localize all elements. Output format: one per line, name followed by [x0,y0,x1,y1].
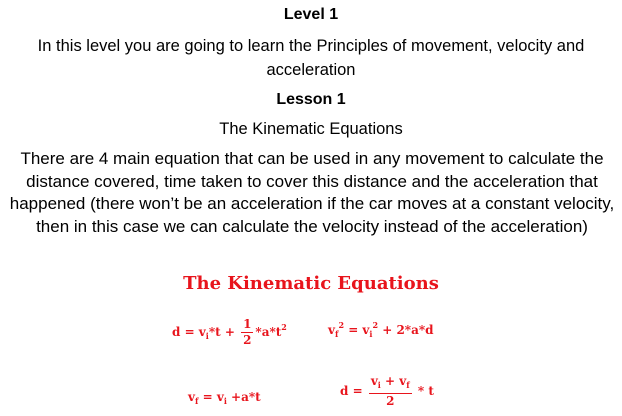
eq1-mid: *t + [208,325,240,339]
eq4-tail: * t [413,384,434,398]
eq3-v: v [188,390,195,404]
equation-velocity-squared [328,318,434,341]
eq3-eq: = v [198,390,224,404]
eq4-num-v1: v [370,374,378,388]
eq1-frac-num: 1 [243,317,252,331]
eq1-fraction [241,318,253,347]
eq2-sub-i: i [369,329,373,339]
level-title: Level 1 [283,6,339,23]
eq4-num-sub-f: f [406,380,410,390]
eq1-tail: *a*t [255,325,282,339]
eq3-sub-f: f [194,396,199,406]
eq2-sub-f: f [334,329,339,339]
equations-heading: The Kinematic Equations [183,273,439,294]
lesson-paragraph: There are 4 main equation that can be used in any movement to calculate the distance covered, time taken to cover this distance and the acceleration that happened (there won’t be an acceleration if the car moves at a constant velocity, then in this case we can calculate the velocity instead of the acceleration) [9,149,615,236]
eq1-sub-i: i [205,331,209,341]
level-intro: In this level you are going to learn the Principles of movement, velocity and acceleration [37,37,585,79]
equation-distance-2 [340,375,434,408]
eq4-fraction [369,375,412,408]
eq4-frac-num [369,375,412,392]
eq4-lhs: d = [340,384,367,398]
eq2-tail: + 2*a*d [378,323,434,337]
eq4-frac-den: 2 [386,394,395,408]
eq1-lhs: d = v [172,325,206,339]
equation-distance-1 [172,318,287,347]
eq2-sup2: 2 [372,320,379,330]
equation-final-velocity [188,390,261,408]
eq1-frac-den: 2 [243,333,252,347]
eq2-sup: 2 [338,320,345,330]
eq2-eq: = v [344,323,370,337]
eq4-num-plus: + v [380,374,407,388]
lesson-subtitle: The Kinematic Equations [219,120,403,138]
eq4-num-sub-i: i [377,380,381,390]
eq3-sub-i: i [223,396,227,406]
eq2-v: v [328,323,335,337]
eq3-tail: +a*t [226,390,261,404]
lesson-title: Lesson 1 [276,91,346,108]
eq1-sup: 2 [281,322,287,332]
